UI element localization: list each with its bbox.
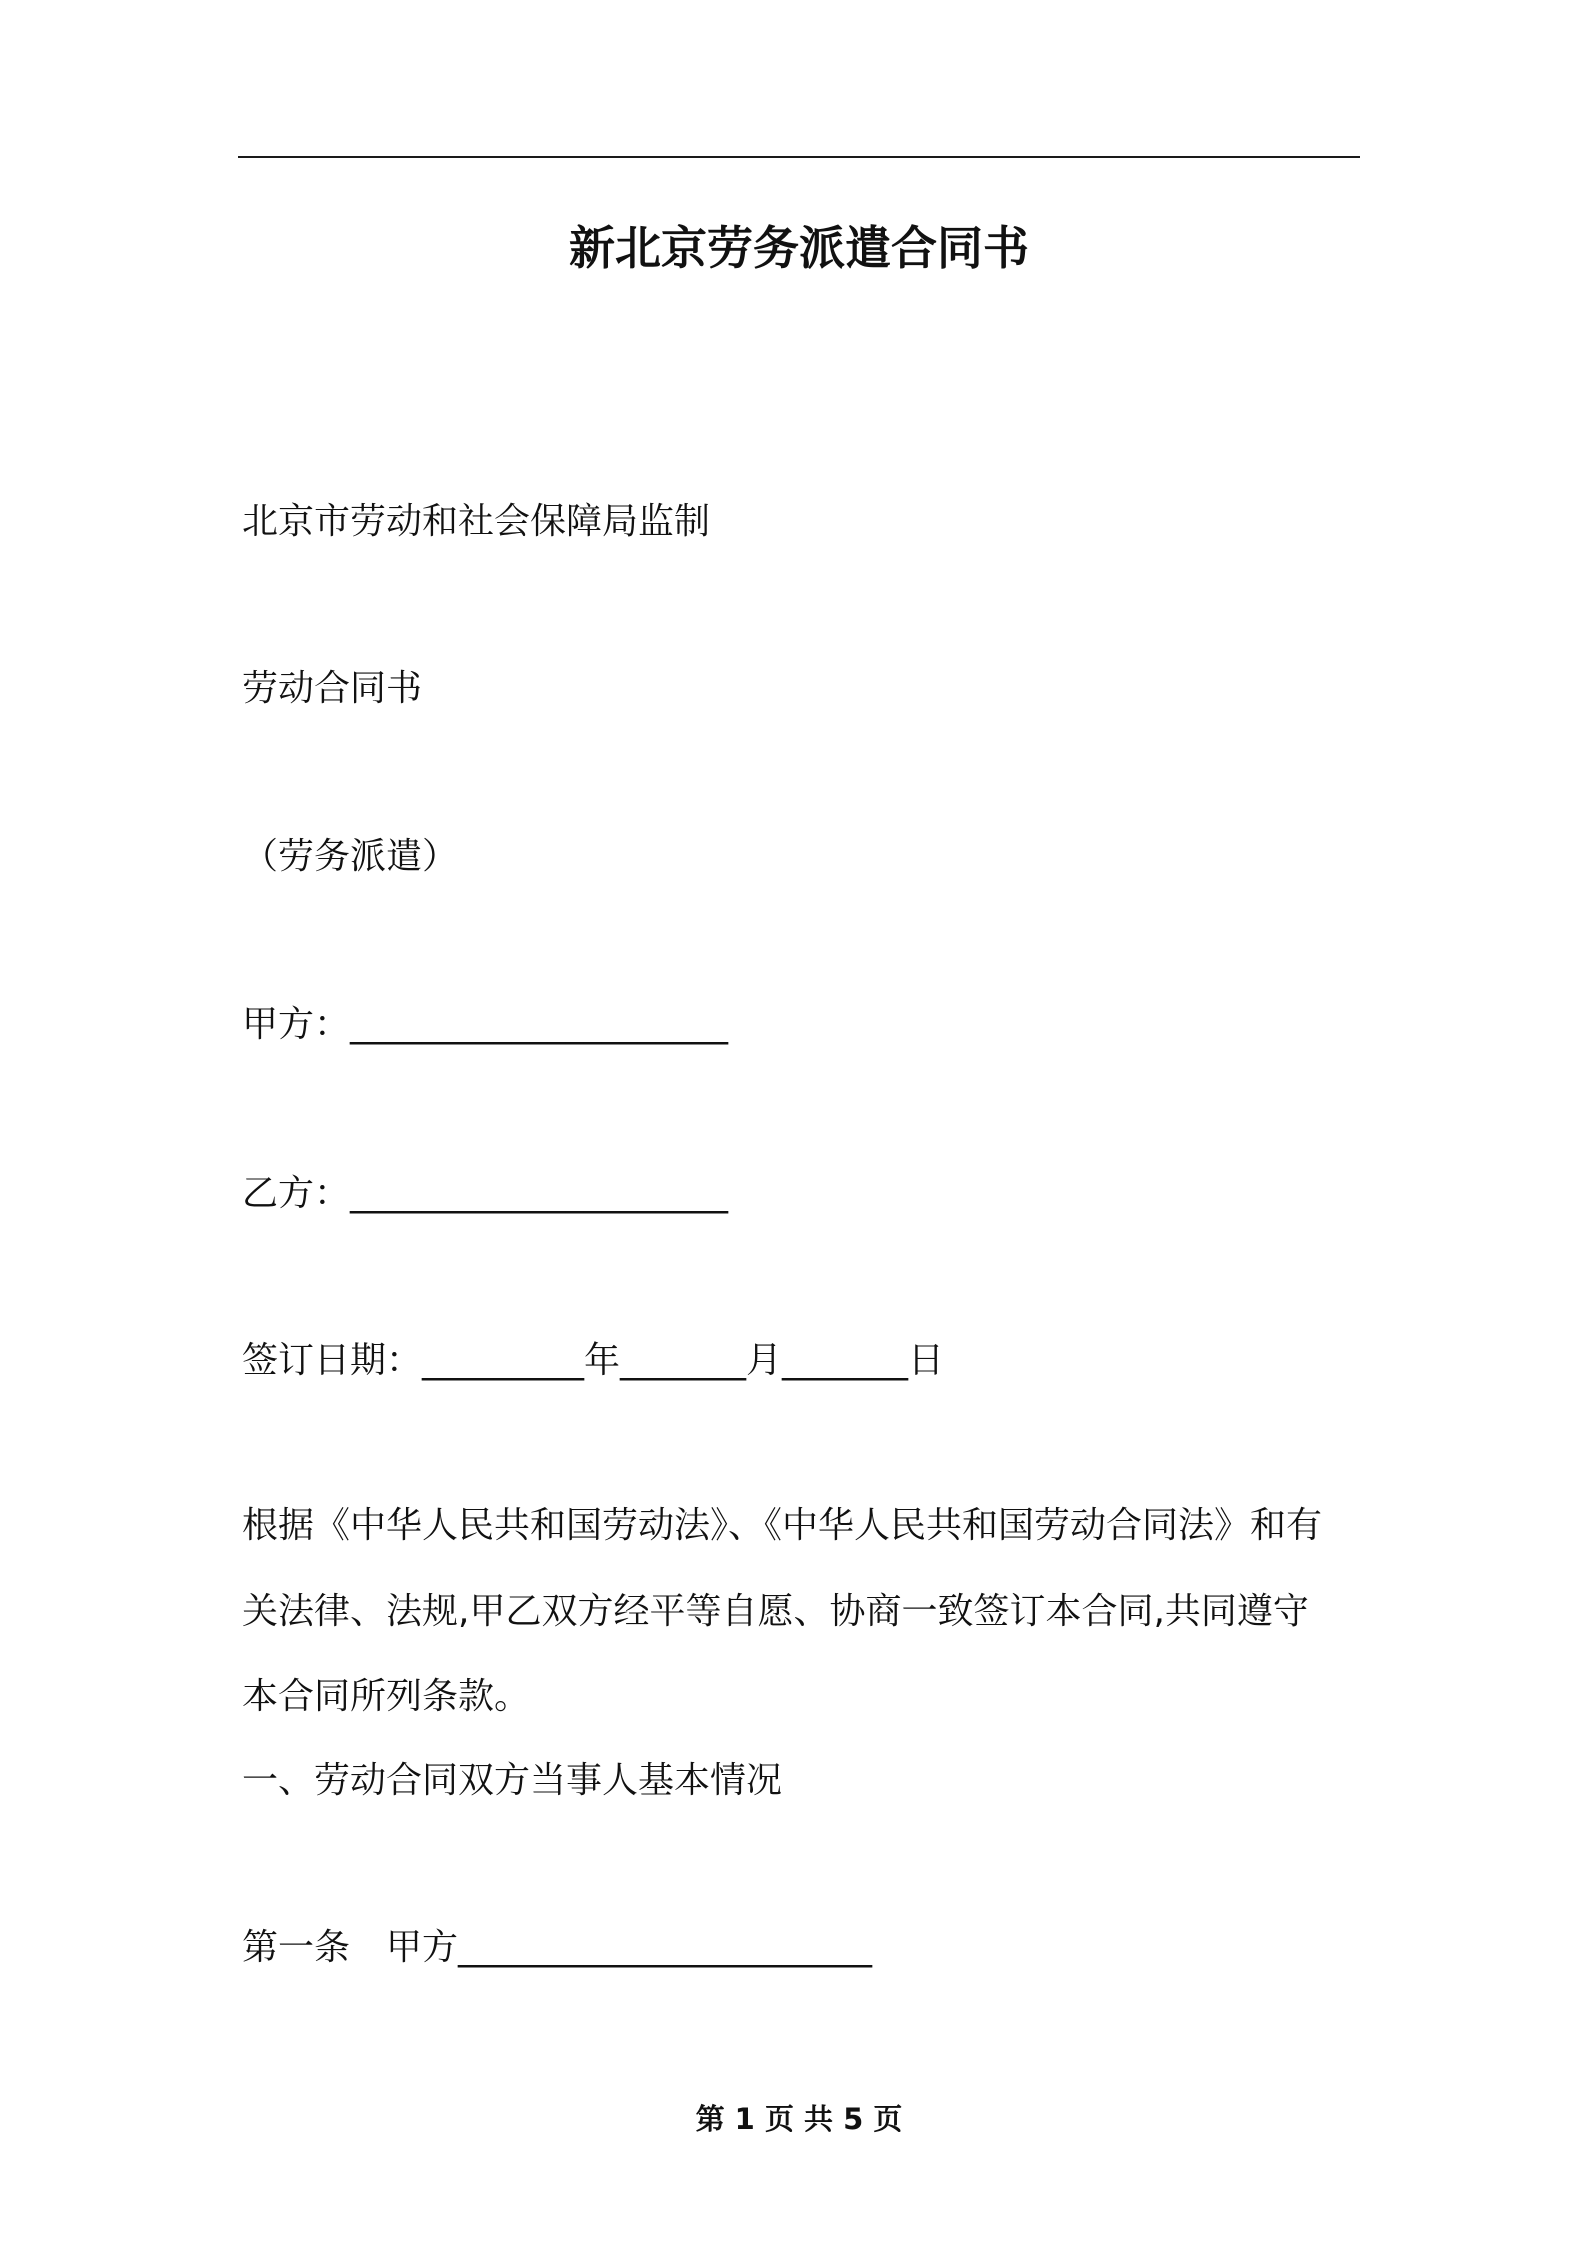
sign-date-field: 签订日期：_________年_______月_______日 (242, 1340, 945, 1381)
article-1-line: 第一条 甲方_______________________ (242, 1927, 873, 1968)
preamble-line: 关法律、法规,甲乙双方经平等自愿、协商一致签订本合同,共同遵守 (242, 1591, 1309, 1632)
document-title: 新北京劳务派遣合同书 (569, 221, 1029, 275)
party-b-field: 乙方：_____________________ (242, 1173, 729, 1214)
party-a-field: 甲方：_____________________ (242, 1004, 729, 1045)
header-rule (238, 156, 1360, 158)
contract-type-note: （劳务派遣） (242, 836, 459, 877)
contract-subtitle: 劳动合同书 (242, 668, 423, 709)
page-footer: 第 1 页 共 5 页 (695, 2102, 903, 2136)
preamble-line: 根据《中华人民共和国劳动法》、《中华人民共和国劳动合同法》和有 (242, 1505, 1323, 1546)
section-heading: 一、劳动合同双方当事人基本情况 (242, 1760, 783, 1801)
issuer-line: 北京市劳动和社会保障局监制 (242, 501, 711, 542)
preamble-line: 本合同所列条款。 (242, 1676, 531, 1717)
